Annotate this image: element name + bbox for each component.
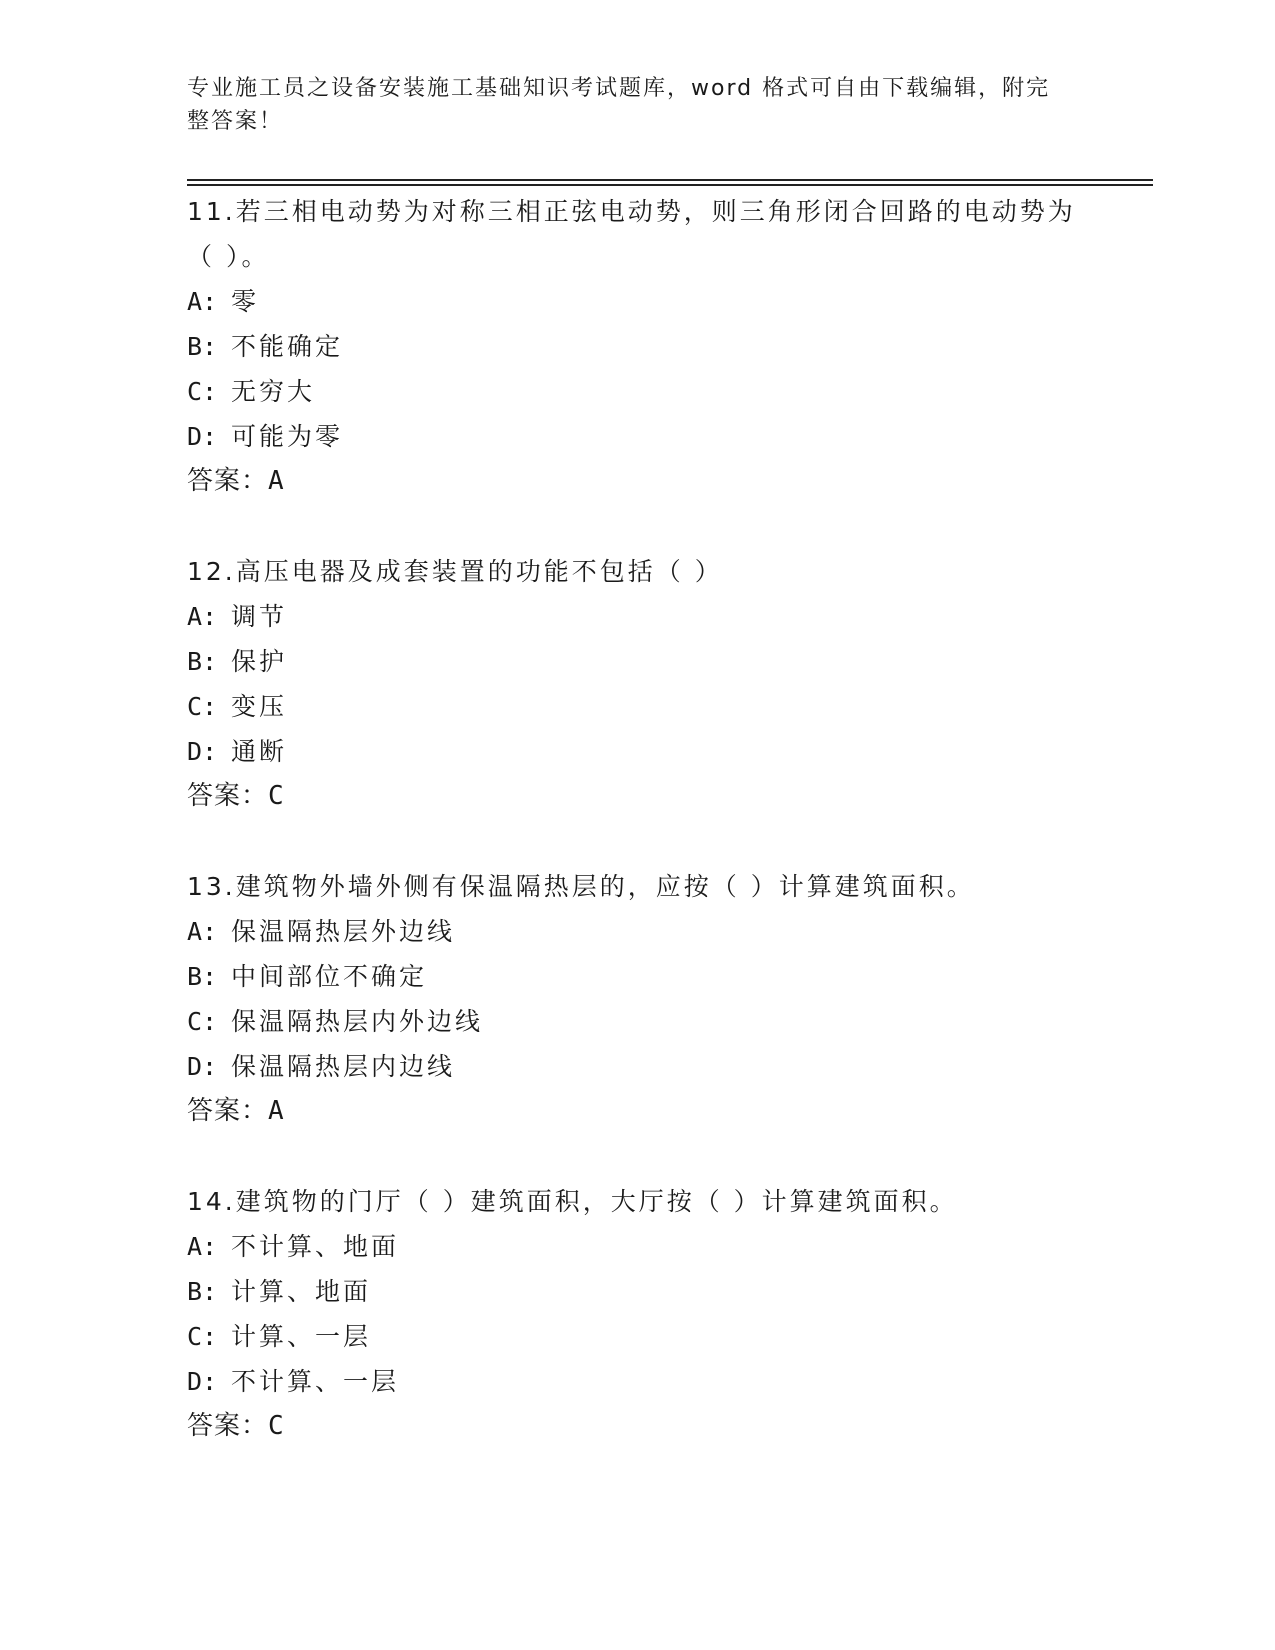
answer-label: 答案： <box>187 1411 269 1441</box>
option-c <box>187 1314 1147 1359</box>
option-text: 变压 <box>231 692 288 721</box>
option-letter: A: <box>187 1232 218 1261</box>
option-d <box>187 1359 1147 1404</box>
option-text: 零 <box>231 287 260 316</box>
option-text: 无穷大 <box>231 377 316 406</box>
option-letter: D: <box>187 1367 218 1396</box>
answer-line <box>187 1089 1147 1134</box>
option-letter: A: <box>187 602 218 631</box>
option-c <box>187 684 1147 729</box>
header-divider-bottom <box>187 184 1153 186</box>
option-b <box>187 954 1147 999</box>
option-b <box>187 1269 1147 1314</box>
question-stem: 11.若三相电动势为对称三相正弦电动势，则三角形闭合回路的电动势为（ ）。 <box>187 197 1076 271</box>
option-text: 中间部位不确定 <box>231 962 428 991</box>
option-d <box>187 1044 1147 1089</box>
option-d <box>187 729 1147 774</box>
option-a <box>187 1224 1147 1269</box>
option-text: 可能为零 <box>231 422 344 451</box>
header-divider-top <box>187 179 1153 181</box>
option-letter: D: <box>187 737 218 766</box>
question-11 <box>187 189 1147 504</box>
question-stem: 14.建筑物的门厅（ ）建筑面积，大厅按（ ）计算建筑面积。 <box>187 1187 958 1216</box>
option-text: 不计算、地面 <box>231 1232 400 1261</box>
answer-value: C <box>268 781 285 811</box>
option-a <box>187 279 1147 324</box>
option-text: 保护 <box>231 647 288 676</box>
answer-label: 答案： <box>187 1096 269 1126</box>
answer-value: C <box>268 1411 285 1441</box>
question-12 <box>187 549 1147 819</box>
answer-value: A <box>268 1096 285 1126</box>
question-13 <box>187 864 1147 1134</box>
option-text: 通断 <box>231 737 288 766</box>
option-letter: C: <box>187 692 218 721</box>
question-14 <box>187 1179 1147 1449</box>
option-b <box>187 639 1147 684</box>
option-text: 计算、地面 <box>231 1277 372 1306</box>
option-text: 调节 <box>231 602 288 631</box>
option-letter: B: <box>187 962 218 991</box>
option-letter: C: <box>187 1007 218 1036</box>
option-a <box>187 909 1147 954</box>
option-text: 保温隔热层内外边线 <box>231 1007 484 1036</box>
question-stem: 13.建筑物外墙外侧有保温隔热层的，应按（ ）计算建筑面积。 <box>187 872 975 901</box>
answer-value: A <box>268 466 285 496</box>
answer-label: 答案： <box>187 781 269 811</box>
option-letter: A: <box>187 917 218 946</box>
option-letter: A: <box>187 287 218 316</box>
question-stem: 12.高压电器及成套装置的功能不包括（ ） <box>187 557 723 586</box>
option-letter: B: <box>187 332 218 361</box>
option-text: 保温隔热层外边线 <box>231 917 456 946</box>
option-letter: D: <box>187 1052 218 1081</box>
option-d <box>187 414 1147 459</box>
option-a <box>187 594 1147 639</box>
answer-label: 答案： <box>187 466 269 496</box>
option-letter: D: <box>187 422 218 451</box>
option-letter: C: <box>187 1322 218 1351</box>
option-c <box>187 999 1147 1044</box>
option-text: 保温隔热层内边线 <box>231 1052 456 1081</box>
option-letter: B: <box>187 1277 218 1306</box>
option-letter: C: <box>187 377 218 406</box>
document-header: 专业施工员之设备安装施工基础知识考试题库，word 格式可自由下载编辑，附完整答案！ <box>187 76 1051 134</box>
answer-line <box>187 459 1147 504</box>
option-text: 不能确定 <box>231 332 344 361</box>
option-text: 计算、一层 <box>231 1322 372 1351</box>
question-list <box>187 189 1147 1449</box>
answer-line <box>187 1404 1147 1449</box>
option-b <box>187 324 1147 369</box>
option-text: 不计算、一层 <box>231 1367 400 1396</box>
option-c <box>187 369 1147 414</box>
answer-line <box>187 774 1147 819</box>
option-letter: B: <box>187 647 218 676</box>
